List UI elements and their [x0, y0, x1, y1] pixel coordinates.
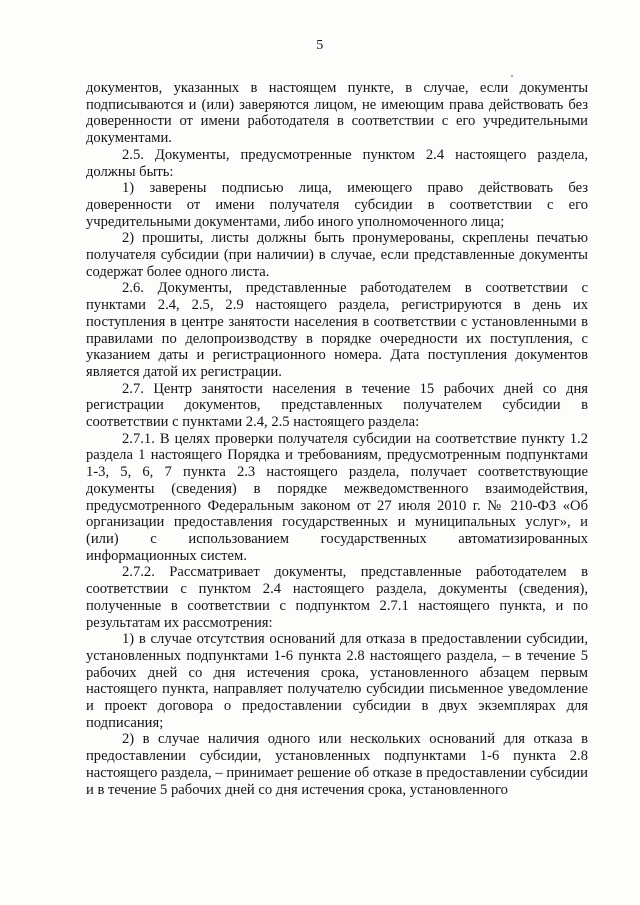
scan-speck — [511, 75, 513, 77]
page-number: 5 — [316, 38, 324, 53]
paragraph-2-6: 2.6. Документы, представленные работодателем в соответствии с пунктами 2.4, 2.5, 2.9 настоящего раздела, регистрируются в день их поступления в центре занятости населения в соответствии с установленными в правилами по делопроизводству в порядке очередности их поступления, с указанием даты и регистрационного номера. Дата поступления документов является датой их регистрации. — [86, 280, 588, 380]
paragraph-2-7-2-item-1: 1) в случае отсутствия оснований для отказа в предоставлении субсидии, установленных подпунктами 1-6 пункта 2.8 настоящего раздела, – в течение 5 рабочих дней со дня истечения срока, установленного абзацем первым настоящего пункта, направляет получателю субсидии письменное уведомление и проект договора о предоставлении субсидии в двух экземплярах для подписания; — [86, 631, 588, 731]
paragraph-2-7-1: 2.7.1. В целях проверки получателя субсидии на соответствие пункту 1.2 раздела 1 настоящего Порядка и требованиям, предусмотренным подпунктами 1-3, 5, 6, 7 пункта 2.3 настоящего раздела, получает соответствующие документы (сведения) в порядке межведомственного взаимодействия, предусмотренного Федеральным законом от 27 июля 2010 г. № 210-ФЗ «Об организации предоставления государственных и муниципальных услуг», и (или) с использованием государственных автоматизированных информационных систем. — [86, 430, 588, 564]
paragraph-2-5: 2.5. Документы, предусмотренные пунктом 2.4 настоящего раздела, должны быть: — [86, 146, 588, 180]
document-body — [86, 80, 588, 798]
paragraph-2-7-2: 2.7.2. Рассматривает документы, представленные работодателем в соответствии с пунктом 2.4 настоящего раздела, документы (сведения), полученные в соответствии с подпунктом 2.7.1 настоящего пункта, и по результатам их рассмотрения: — [86, 564, 588, 631]
paragraph-2-5-item-1: 1) заверены подписью лица, имеющего право действовать без доверенности от имени получателя субсидии в соответствии с его учредительными документами, либо иного уполномоченного лица; — [86, 180, 588, 230]
paragraph-continuation: документов, указанных в настоящем пункте, в случае, если документы подписываются и (или) заверяются лицом, не имеющим права действовать без доверенности от имени работодателя в соответствии с его учредительными документами. — [86, 80, 588, 147]
paragraph-2-7-2-item-2: 2) в случае наличия одного или нескольких оснований для отказа в предоставлении субсидии, установленных подпунктами 1-6 пункта 2.8 настоящего раздела, – принимает решение об отказе в предоставлении субсидии и в течение 5 рабочих дней со дня истечения срока, установленного — [86, 731, 588, 798]
paragraph-2-7: 2.7. Центр занятости населения в течение 15 рабочих дней со дня регистрации документов, представленных получателем субсидии в соответствии с пунктами 2.4, 2.5 настоящего раздела: — [86, 380, 588, 431]
paragraph-2-5-item-2: 2) прошиты, листы должны быть пронумерованы, скреплены печатью получателя субсидии (при наличии) в случае, если представленные документы содержат более одного листа. — [86, 230, 588, 280]
